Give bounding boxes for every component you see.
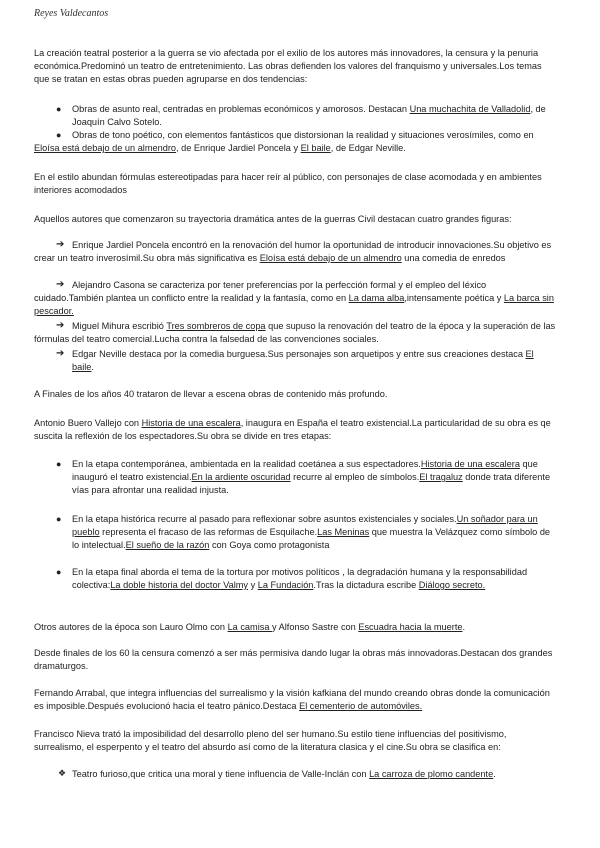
bullet-poetic-themes: Obras de tono poético, con elementos fantásticos que distorsionan la realidad y situaciones verosímiles, como en Eloísa está debajo de un almendro, de Enrique Jardiel Poncela y El baile, de Edgar Neville. (34, 130, 534, 153)
work-title: El baile (72, 349, 534, 372)
author-header: Reyes Valdecantos (34, 8, 109, 19)
work-title: Eloísa está debajo de un almendro (259, 253, 402, 263)
stage-contemporary: En la etapa contemporánea, ambientada en la realidad coetánea a sus espectadores.Historia de una escalera que inauguró el teatro existencial.En la ardiente oscuridad recurre al empleo de símbolos.El tragaluz donde trata diferente vías para afrontar una realidad injusta. (72, 459, 551, 495)
arrow-icon: ➔ (56, 239, 65, 250)
work-title: La carroza de plomo candente (369, 769, 494, 779)
work-title: La doble historia del doctor Valmy (110, 580, 249, 590)
work-title: La Fundación (257, 580, 314, 590)
bullet-icon: ● (56, 130, 62, 140)
author-casona: Alejandro Casona se caracteriza por tener preferencias por la perfección formal y el empleo del léxico cuidado.También plantea un conflicto entre la realidad y la fantasía, como en La dama alba,intensamente poética y La barca sin pescador. (34, 280, 554, 316)
stage-final: En la etapa final aborda el tema de la tortura por motivos políticos , la degradación humana y la responsabilidad colectiva:La doble historia del doctor Valmy y La Fundación.Tras la dictadura escribe Diálogo secreto. (72, 567, 528, 590)
bullet-icon: ● (56, 459, 62, 469)
work-title: Eloísa está debajo de un almendro (34, 143, 176, 153)
work-title: La dama alba (348, 293, 405, 303)
work-title: Tres sombreros de copa (166, 321, 266, 331)
arrow-icon: ➔ (56, 279, 65, 290)
work-title: Un soñador para un pueblo (72, 514, 538, 537)
stage-historical: En la etapa histórica recurre al pasado para reflexionar sobre asuntos existenciales y sociales.Un soñador para un pueblo representa el fracaso de las reformas de Esquilache.Las Meninas que muestra la Velázquez como símbolo de lo intelectual.El sueño de la razón con Goya como protagonista (72, 514, 551, 550)
bullet-icon: ● (56, 514, 62, 524)
other-authors-paragraph: Otros autores de la época son Lauro Olmo con La camisa y Alfonso Sastre con Escuadra hacia la muerte. (34, 622, 466, 632)
sixties-paragraph: Desde finales de los 60 la censura comenzó a ser más permisiva dando lugar la obras más innovadoras.Destacan dos grandes dramaturgos. (34, 648, 553, 671)
intro-paragraph: La creación teatral posterior a la guerra se vio afectada por el exilio de los autores más innovadores, la censura y la penuria económica.Predominó un teatro de entretenimiento. Las obras defienden los valores del franquismo y universales.Los temas que se tratan en estas obras pueden agruparse en dos tendencias: (34, 48, 542, 84)
work-title: La camisa (227, 622, 272, 632)
bullet-real-themes: Obras de asunto real, centradas en problemas económicos y amorosos. Destacan Una muchachita de Valladolid, de Joaquín Calvo Sotelo. (72, 104, 546, 127)
work-title: Escuadra hacia la muerte (358, 622, 463, 632)
work-title: El cementerio de automóviles. (299, 701, 423, 711)
work-title: Una muchachita de Valladolid (409, 104, 531, 114)
work-title: Historia de una escalera (141, 418, 241, 428)
figures-intro-paragraph: Aquellos autores que comenzaron su trayectoria dramática antes de la guerras Civil destacan cuatro grandes figuras: (34, 214, 512, 224)
work-title: El baile (300, 143, 331, 153)
author-jardiel: Enrique Jardiel Poncela encontró en la renovación del humor la oportunidad de introducir innovaciones.Su objetivo es crear un teatro inverosímil.Su obra más significativa es Eloísa está debajo de un almendro una comedia de enredos (34, 240, 552, 263)
buero-paragraph: Antonio Buero Vallejo con Historia de una escalera, inaugura en España el teatro existencial.La particularidad de su obra es qe suscita la reflexión de los espectadores.Su obra se divide en tres etapas: (34, 418, 551, 441)
diamond-bullet-icon: ❖ (58, 768, 67, 778)
bullet-icon: ● (56, 104, 62, 114)
work-title: Historia de una escalera (420, 459, 520, 469)
arrabal-paragraph: Fernando Arrabal, que integra influencias del surrealismo y la visión kafkiana del mundo creando obras donde la comunicación es imposible.Después evolucionó hacia el teatro pánico.Destaca El cementerio de automóviles. (34, 688, 550, 711)
work-title: Diálogo secreto. (418, 580, 486, 590)
style-paragraph: En el estilo abundan fórmulas estereotipadas para hacer reír al público, con personajes de clase acomodada y en ambientes interiores acomodados (34, 172, 542, 195)
work-title: Las Meninas (317, 527, 370, 537)
nieva-furious-theatre: Teatro furioso,que critica una moral y tiene influencia de Valle-Inclán con La carroza de plomo candente. (72, 769, 496, 779)
forties-paragraph: A Finales de los años 40 trataron de llevar a escena obras de contenido más profundo. (34, 389, 388, 399)
bullet-icon: ● (56, 567, 62, 577)
work-title: En la ardiente oscuridad (191, 472, 291, 482)
work-title: La barca sin pescador. (34, 293, 554, 316)
author-mihura: Miguel Mihura escribió Tres sombreros de copa que supuso la renovación del teatro de la época y la superación de las fórmulas del teatro comercial.Lucha contra la falsedad de las convenciones sociales. (34, 321, 556, 344)
nieva-paragraph: Francisco Nieva trató la imposibilidad del desarrollo pleno del ser humano.Su estilo tiene influencias del positivismo, surrealismo, el esperpento y el teatro del absurdo así como de la literatura clasica y el cine.Su obra se clasifica en: (34, 729, 507, 752)
work-title: El tragaluz (419, 472, 463, 482)
work-title: El sueño de la razón (125, 540, 210, 550)
author-neville: Edgar Neville destaca por la comedia burguesa.Sus personajes son arquetipos y entre sus creaciones destaca El baile. (72, 349, 534, 372)
arrow-icon: ➔ (56, 320, 65, 331)
arrow-icon: ➔ (56, 348, 65, 359)
